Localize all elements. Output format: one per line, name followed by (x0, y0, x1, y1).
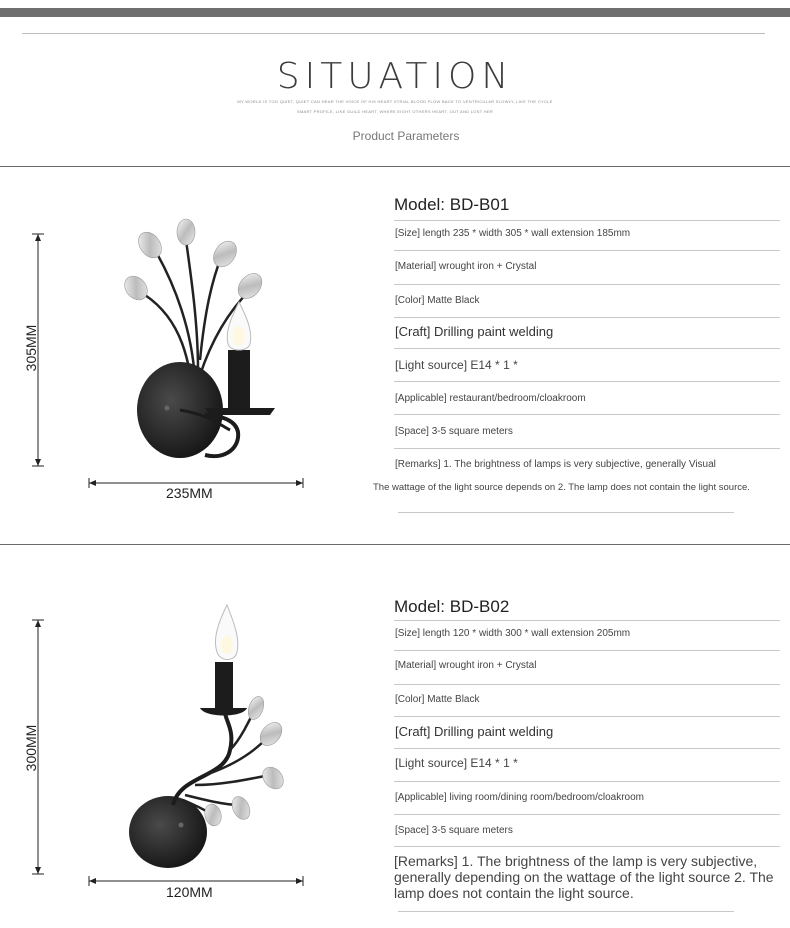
param-material: [Material] wrought iron + Crystal (395, 261, 537, 272)
param-rule (394, 220, 780, 221)
width-label: 235MM (166, 485, 213, 501)
param-craft: [Craft] Drilling paint welding (395, 324, 554, 339)
tagline-line-2: SMART PROFILE, LIKE GUILD HEART, WHERE EIGHT OTHERS HEART, OUT AND LOST HER (296, 109, 494, 114)
page-title: SITUATION (276, 56, 514, 97)
section-divider (0, 166, 790, 167)
param-rule (394, 348, 780, 349)
section-subtitle: Product Parameters (352, 129, 460, 143)
model-title: Model: BD-B01 (394, 195, 510, 214)
wall-lamp-image-2 (125, 600, 295, 870)
height-label: 300MM (23, 724, 39, 772)
param-rule (398, 512, 734, 513)
param-remarks-continued: The wattage of the light source depends on 2. The lamp does not contain the light source. (373, 482, 750, 493)
param-rule (394, 781, 780, 782)
header-rule (22, 33, 765, 34)
param-light-source: [Light source] E14 * 1 * (395, 358, 518, 372)
model-title: Model: BD-B02 (394, 597, 510, 616)
param-rule (394, 414, 780, 415)
param-remarks: [Remarks] 1. The brightness of lamps is very subjective, generally Visual (395, 459, 716, 470)
height-label: 305MM (23, 324, 39, 372)
param-space: [Space] 3-5 square meters (395, 426, 513, 437)
param-rule (394, 716, 780, 717)
param-size: [Size] length 120 * width 300 * wall extension 205mm (395, 628, 631, 639)
param-rule (394, 650, 780, 651)
param-color: [Color] Matte Black (395, 694, 480, 705)
top-bar (0, 8, 790, 17)
param-size: [Size] length 235 * width 305 * wall extension 185mm (395, 228, 631, 239)
param-applicable: [Applicable] restaurant/bedroom/cloakroom (395, 393, 586, 404)
param-remarks: [Remarks] 1. The brightness of the lamp is very subjective, generally depending on the wattage of the light source 2. The lamp does not contain the light source. (394, 853, 774, 901)
param-rule (394, 250, 780, 251)
param-applicable: [Applicable] living room/dining room/bedroom/cloakroom (395, 792, 645, 803)
wall-lamp-image-1 (120, 210, 290, 465)
param-rule (394, 748, 780, 749)
param-space: [Space] 3-5 square meters (395, 825, 513, 836)
param-color: [Color] Matte Black (395, 295, 480, 306)
param-rule (394, 284, 780, 285)
product-divider (0, 544, 790, 545)
param-rule (394, 317, 780, 318)
param-rule (394, 448, 780, 449)
tagline-line-1: MY WORLD IS TOO QUIET, QUIET CAN HEAR THE VOICE OF HIS HEART XTRIAL BLOOD FLOW BACK TO VENTRICULAR SLOWLY, LIKE THE CYCLE (237, 99, 553, 104)
width-label: 120MM (166, 884, 213, 900)
param-rule (394, 684, 780, 685)
param-rule (394, 846, 780, 847)
param-rule (394, 814, 780, 815)
param-rule (394, 620, 780, 621)
param-craft: [Craft] Drilling paint welding (395, 724, 554, 739)
param-rule (398, 911, 734, 912)
param-rule (394, 381, 780, 382)
param-material: [Material] wrought iron + Crystal (395, 660, 537, 671)
param-light-source: [Light source] E14 * 1 * (395, 756, 518, 770)
